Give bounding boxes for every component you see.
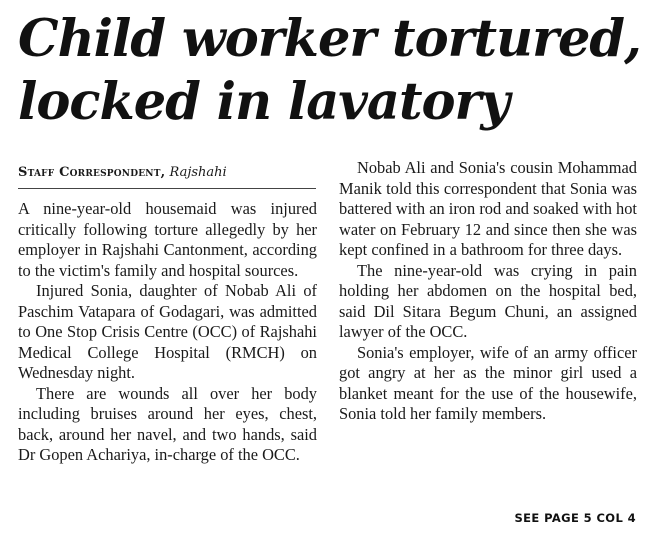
headline [18, 8, 648, 134]
article-column-right [339, 158, 637, 425]
article-paragraph: Sonia's employer, wife of an army officer got angry at her as the minor girl used a blanket meant for the use of the housewife, Sonia told her family members. [339, 342, 637, 423]
article-paragraph: Nobab Ali and Sonia's cousin Mohammad Manik told this correspondent that Sonia was battered with an iron rod and soaked with hot water on February 12 and since then she was kept confined in a bathroom for three days. [339, 158, 637, 259]
article-column-left [18, 199, 317, 466]
headline-line-1: Child worker tortured, [18, 9, 641, 69]
byline-divider [18, 188, 316, 189]
byline-author: Staff Correspondent, [18, 165, 166, 180]
article-paragraph: Injured Sonia, daughter of Nobab Ali of Paschim Vatapara of Godagari, was admitted to One Stop Crisis Centre (OCC) of Rajshahi Medical College Hospital (RMCH) on Wednesday night. [18, 281, 317, 382]
article-paragraph: The nine-year-old was crying in pain holding her abdomen on the hospital bed, said Dil Sitara Begum Chuni, an assigned lawyer of the OCC. [339, 260, 637, 341]
article-paragraph: There are wounds all over her body including bruises around her eyes, chest, back, around her navel, and two hands, said Dr Gopen Achariya, in-charge of the OCC. [18, 383, 317, 464]
byline [18, 164, 316, 182]
byline-location: Rajshahi [169, 165, 227, 180]
continuation-jump-link: SEE PAGE 5 COL 4 [514, 511, 636, 525]
article-paragraph: A nine-year-old housemaid was injured critically following torture allegedly by her employer in Rajshahi Cantonment, according to the victim's family and hospital sources. [18, 199, 317, 280]
headline-line-2: locked in lavatory [18, 72, 510, 132]
